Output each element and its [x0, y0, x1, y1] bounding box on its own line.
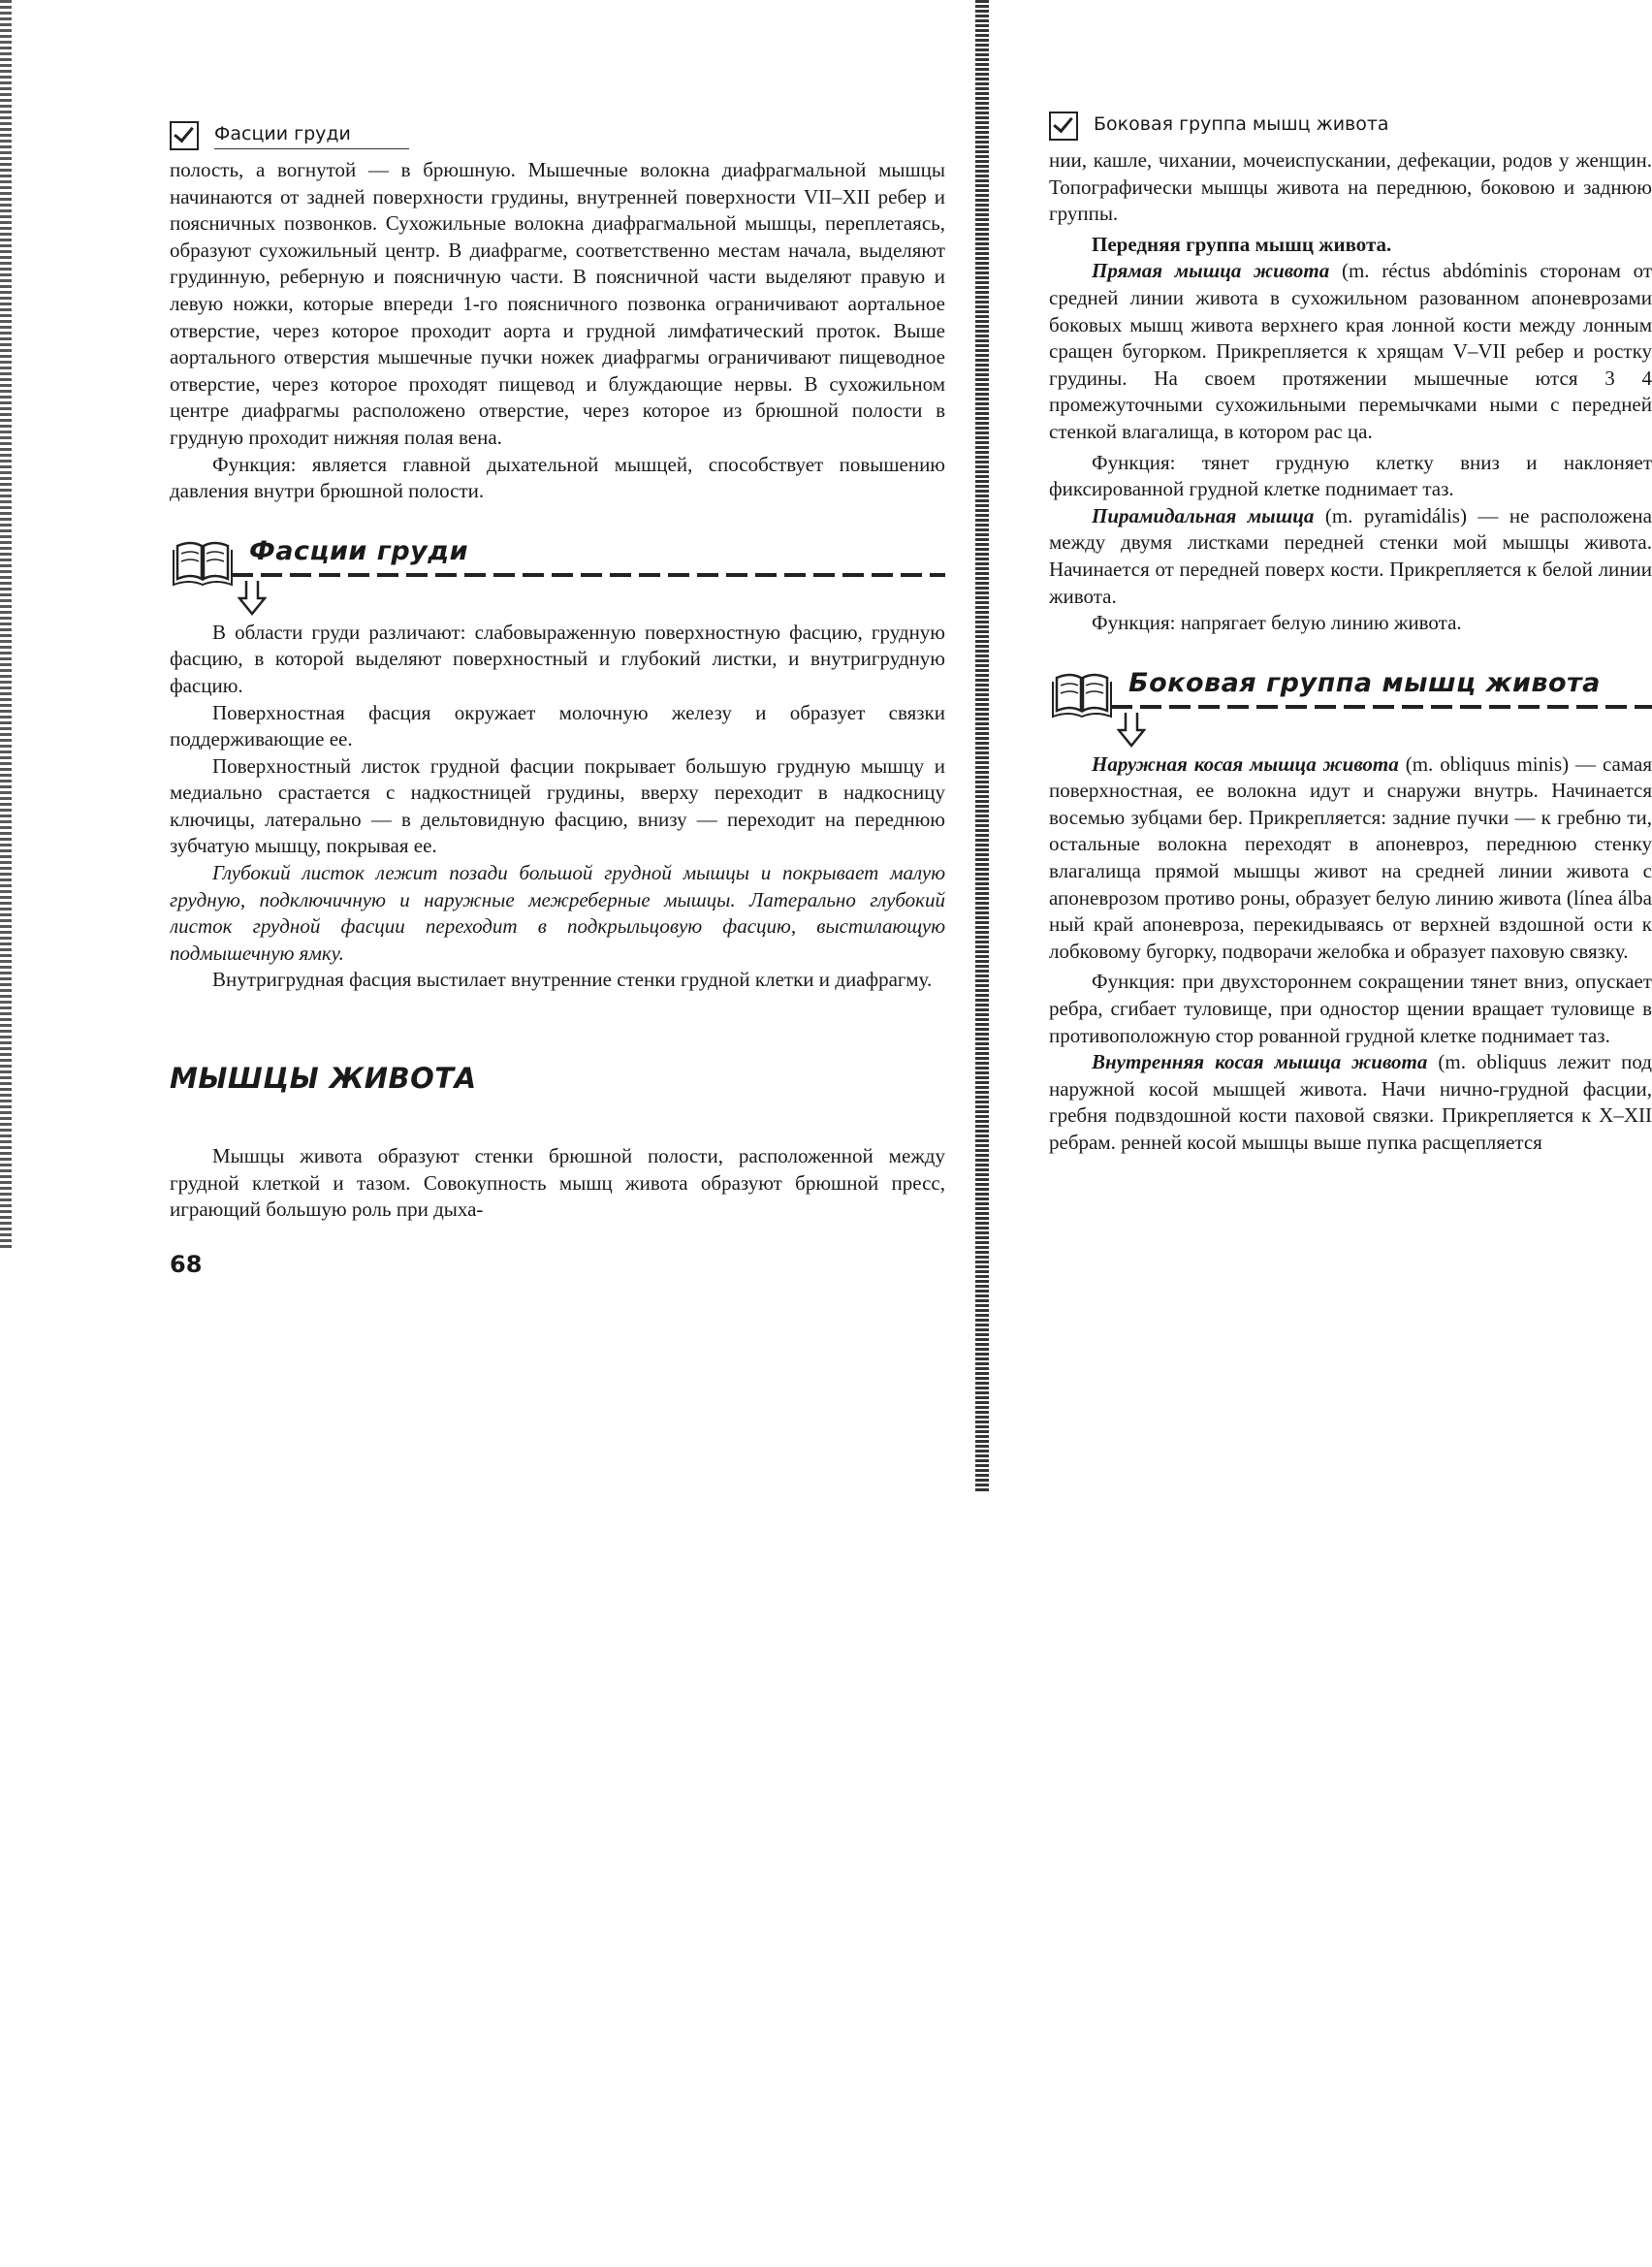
subsection-heading: Передняя группа мышц живота.	[1092, 232, 1392, 256]
paragraph: Функция: при двухстороннем сокращении тянет вниз, опускает ребра, сгибает туловище, при одностор щении вращает туловище в противоположную стор рованной грудной клетке поднимает таз.	[1049, 970, 1652, 1047]
paragraph: Поверхностный листок грудной фасции покрывает большую грудную мышцу и медиально срастается с надкостницей грудины, вверху переходит в надкосницу ключицы, латерально — в дельтовидную фасцию, внизу — переходит на переднюю зубчатую мышцу, покрывая ее.	[170, 753, 945, 858]
paragraph-rectus	[1049, 258, 1652, 445]
paragraph-pyramidal	[1049, 503, 1652, 610]
paragraph-internal-oblique	[1049, 1049, 1652, 1156]
paragraph: Внутригрудная фасция выстилает внутренние стенки грудной клетки и диафрагму.	[212, 968, 933, 992]
paragraph: Глубокий листок лежит позади большой грудной мышцы и покрывает малую грудную, подключичную и наружные межреберные мышцы. Латерально глубокий листок грудной фасции переходит в подкрыльцовую фасцию, выстилающую подмышечную ямку.	[170, 861, 945, 965]
paragraph: Функция: напрягает белую линию живота.	[1092, 611, 1462, 635]
pyramidal-text: (m. pyramidális) — не расположена между двумя листками передней стенки мой мышцы живота. Начинается от передней поверх кости. Прикрепляется к белой линии живота.	[1049, 503, 1652, 608]
page-number: 68	[170, 1250, 203, 1278]
book-spine	[975, 0, 989, 1493]
chapter-title: МЫШЦЫ ЖИВОТА	[170, 1062, 477, 1096]
right-running-head	[1049, 105, 1652, 147]
left-page	[170, 114, 945, 1453]
term-external-oblique: Наружная косая мышца живота	[1092, 751, 1399, 776]
section-title: Фасции груди	[249, 535, 469, 566]
paragraph: Функция: является главной дыхательной мышцей, способствует повышению давления внутри брюшной полости.	[170, 452, 945, 503]
dashed-rule	[232, 573, 945, 577]
term-rectus: Прямая мышца живота	[1092, 259, 1330, 283]
section-header-fascia	[170, 530, 945, 620]
right-top-text	[1049, 147, 1652, 637]
left-top-text	[170, 157, 945, 505]
section-title: Боковая группа мышц живота	[1128, 667, 1601, 698]
left-running-head	[170, 114, 945, 157]
paragraph-external-oblique	[1049, 751, 1652, 966]
paragraph: Функция: тянет грудную клетку вниз и наклоняет фиксированной грудной клетке поднимает таз.	[1049, 450, 1652, 501]
open-book-icon	[172, 534, 234, 589]
term-pyramidal: Пирамидальная мышца	[1092, 503, 1315, 527]
term-internal-oblique: Внутренняя косая мышца живота	[1092, 1050, 1428, 1074]
external-oblique-text: (m. obliquus minis) — самая поверхностная, ее волокна идут и снаружи внутрь. Начинается восемью зубцами бер. Прикрепляется: задние пучки — к гребню ти, остальные волокна переходят в апоневроз, переднюю стенку влагалища прямой мышцы живот на средней линии живота с апоневрозом противо роны, образует белую линию живота (línea álba ный край апоневроза, перекидываясь от верхней вздошной ости к лобковому бугорку, подворачи желобка и образует паховую связку.	[1049, 751, 1652, 963]
rectus-text: (m. réctus abdóminis сторонам от средней линии живота в сухожильном разованном апоневрозами боковых мышц живота верхнего края лонной кости между лонным сращен бугорком. Прикрепляется к хрящам V–VII ребер и ростку грудины. На своем протяжении мышечные ются 3 4 промежуточными сухожильными перемычками ными с передней стенкой влагалища, в котором рас ца.	[1049, 259, 1652, 443]
paragraph: полость, а вогнутой — в брюшную. Мышечные волокна диафрагмальной мышцы начинаются от задней поверхности грудины, внутренней поверхности VII–XII ребер и поясничных позвонков. Сухожильные волокна диафрагмальной мышцы, переплетаясь, образуют сухожильный центр. В диафрагме, соответственно местам начала, выделяют грудинную, реберную и поясничную части. В поясничной части выделяют правую и левую ножки, которые впереди 1-го поясничного позвонка ограничивают аортальное отверстие, через которое проходит аорта и грудной лимфатический проток. Выше аортального отверстия мышечные пучки ножек диафрагмы ограничивают пищеводное отверстие, через которое проходят пищевод и блуждающие нервы. В сухожильном центре диафрагмы расположено отверстие, через которое из брюшной полости в грудную проходит нижняя полая вена.	[170, 158, 945, 449]
checkbox-icon	[170, 121, 199, 150]
right-page	[1049, 105, 1652, 1171]
arrow-down-icon	[238, 581, 267, 616]
checkbox-icon	[1049, 112, 1078, 141]
left-running-head-title: Фасции груди	[214, 123, 409, 149]
chapter-text	[170, 1143, 945, 1224]
arrow-down-icon	[1117, 713, 1146, 748]
paragraph: Мышцы живота образуют стенки брюшной полости, расположенной между грудной клеткой и тазом. Совокупность мышц живота образуют брюшной пресс, играющий большую роль при дыха-	[170, 1144, 945, 1222]
paragraph: нии, кашле, чихании, мочеиспускании, дефекации, родов у женщин. Топографически мышцы живота на переднюю, боковою и заднюю группы.	[1049, 148, 1652, 226]
fascia-section-text	[170, 620, 945, 994]
open-book-icon	[1051, 666, 1113, 720]
right-running-head-title: Боковая группа мышц живота	[1094, 113, 1389, 135]
section-header-lateral	[1049, 662, 1652, 751]
lateral-section-text	[1049, 751, 1652, 1157]
paragraph: В области груди различают: слабовыраженную поверхностную фасцию, грудную фасцию, в которой выделяют поверхностный и глубокий листки, и внутригрудную фасцию.	[170, 620, 945, 697]
dashed-rule	[1111, 705, 1652, 709]
internal-oblique-text: (m. obliquus лежит под наружной косой мышцей живота. Начи нично-грудной фасции, гребня подвздошной кости паховой связки. Прикрепляется к X–XII ребрам. ренней косой мышцы выше пупка расщепляется	[1049, 1050, 1652, 1154]
paragraph: Поверхностная фасция окружает молочную железу и образует связки поддерживающие ее.	[170, 700, 945, 751]
left-binding-edge	[0, 0, 12, 1251]
